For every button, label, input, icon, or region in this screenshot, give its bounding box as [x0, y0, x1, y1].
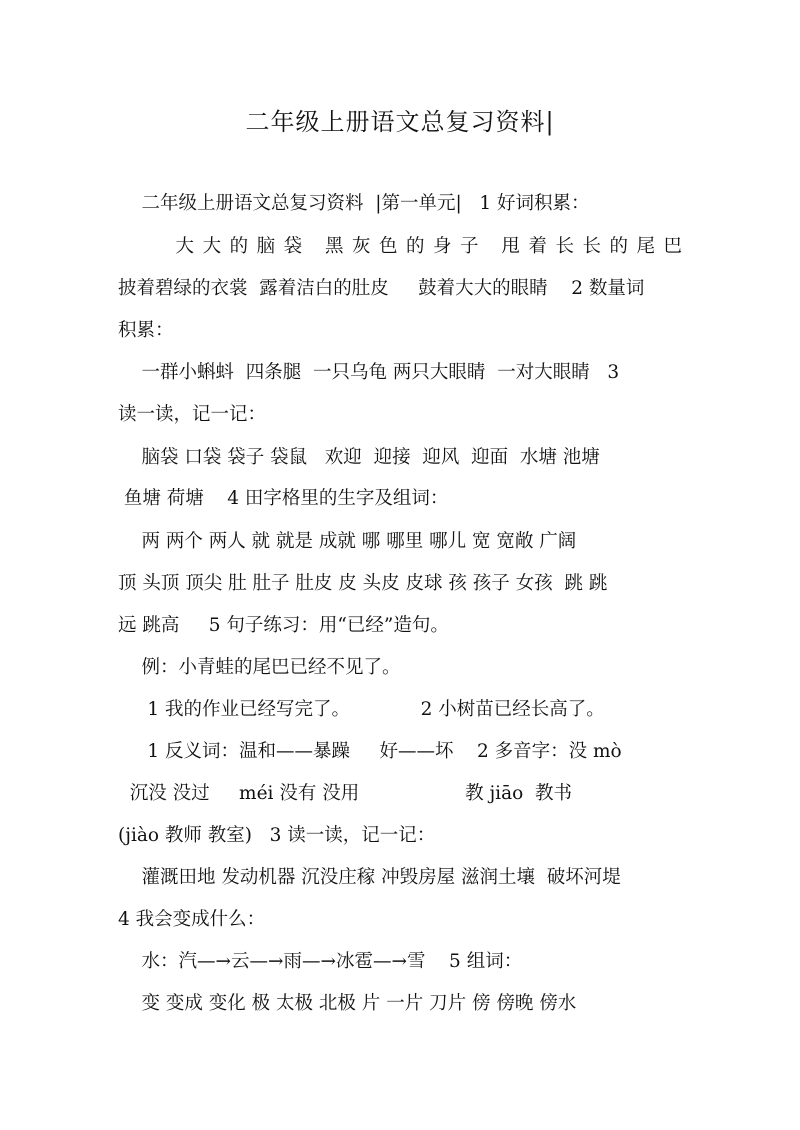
text-line: 例：小青蛙的尾巴已经不见了。 — [118, 657, 401, 678]
document-title: 二年级上册语文总复习资料| — [245, 108, 555, 136]
text-line: 脑袋 口袋 袋子 袋鼠 欢迎 迎接 迎风 迎面 水塘 池塘 — [118, 447, 600, 468]
text-line: 顶 头顶 顶尖 肚 肚子 肚皮 皮 头皮 皮球 孩 孩子 女孩 跳 跳 — [118, 573, 608, 594]
text-line: 4 我会变成什么： — [118, 909, 266, 930]
text-line: 灌溉田地 发动机器 沉没庄稼 冲毁房屋 滋润土壤 破坏河堤 — [118, 867, 621, 888]
text-line: 大大的脑袋 黑灰色的身子 甩着长长的尾巴 — [118, 236, 682, 257]
text-line: 一群小蝌蚪 四条腿 一只乌龟 两只大眼睛 一对大眼睛 3 — [118, 362, 620, 383]
text-line: 读一读，记一记： — [118, 404, 267, 425]
text-line: 水：汽—→云—→雨—→冰雹—→雪 5 组词： — [118, 951, 523, 972]
text-line: 鱼塘 荷塘 4 田字格里的生字及组词： — [118, 488, 449, 509]
text-line: 二年级上册语文总复习资料 |第一单元| 1 好词积累： — [118, 193, 590, 214]
text-line: 两 两个 两人 就 就是 成就 哪 哪里 哪儿 宽 宽敞 广阔 — [118, 531, 577, 552]
text-line: 1 我的作业已经写完了。 2 小树苗已经长高了。 — [118, 699, 605, 720]
text-line: 沉没 没过 méi 没有 没用 教 jiāo 教书 — [118, 783, 573, 804]
text-line: 变 变成 变化 极 太极 北极 片 一片 刀片 傍 傍晚 傍水 — [118, 993, 577, 1014]
text-line: (jiào 教师 教室) 3 读一读，记一记： — [118, 825, 436, 846]
text-line: 1 反义词：温和——暴躁 好——坏 2 多音字：没 mò — [118, 741, 622, 762]
text-line: 远 跳高 5 句子练习：用“已经”造句。 — [118, 615, 449, 636]
text-line: 积累： — [118, 320, 174, 341]
text-line: 披着碧绿的衣裳 露着洁白的肚皮 鼓着大大的眼睛 2 数量词 — [118, 278, 645, 299]
